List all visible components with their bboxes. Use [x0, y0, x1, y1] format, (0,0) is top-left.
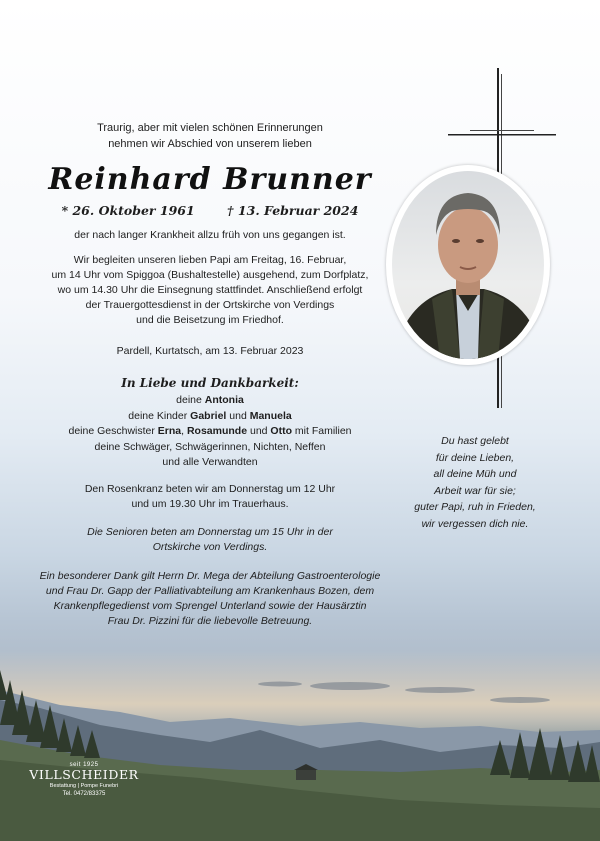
logo-subtitle: Bestattung | Pompe Funebri	[49, 783, 119, 789]
rosary-line: und um 19.30 Uhr im Trauerhaus.	[131, 498, 289, 510]
portrait-frame	[386, 165, 550, 365]
funeral-line: der Trauergottesdienst in der Ortskirche von Verdings	[85, 299, 335, 311]
logo-phone: Tel. 0472/83375	[62, 791, 106, 797]
thanks-line: Krankenpflegedienst vom Sprengel Unterland sowie der Hausärztin	[53, 600, 367, 612]
thanks-line: Frau Dr. Pizzini für die liebevolle Betreuung.	[107, 615, 313, 627]
portrait-photo	[392, 171, 544, 359]
family-line: deine Kinder Gabriel und Manuela	[128, 409, 292, 422]
place-date: Pardell, Kurtatsch, am 13. Februar 2023	[116, 345, 304, 357]
life-dates	[30, 203, 390, 218]
intro-line: Traurig, aber mit vielen schönen Erinnerungen	[97, 122, 323, 134]
birth-date: * 26. Oktober 1961	[61, 203, 195, 218]
rosary-line: Den Rosenkranz beten wir am Donnerstag um 12 Uhr	[84, 483, 336, 495]
poem-line: Arbeit war für sie;	[434, 484, 516, 497]
seniors-line: Ortskirche von Verdings.	[152, 541, 268, 553]
thanks-line: Ein besonderer Dank gilt Herrn Dr. Mega der Abteilung Gastroenterologie	[39, 570, 381, 582]
poem-line: all deine Müh und	[433, 468, 517, 480]
rosary-text	[30, 482, 390, 512]
intro-line: nehmen wir Abschied von unserem lieben	[108, 138, 312, 150]
funeral-line: Wir begleiten unseren lieben Papi am Freitag, 16. Februar,	[73, 254, 347, 266]
seniors-text	[30, 525, 390, 555]
thanks-line: und Frau Dr. Gapp der Palliativabteilung am Krankenhaus Bozen, dem	[45, 585, 375, 597]
logo-brand: VILLSCHEIDER	[29, 767, 139, 782]
seniors-line: Die Senioren beten am Donnerstag um 15 Uhr in der	[87, 526, 333, 538]
funeral-home-logo	[24, 762, 144, 797]
poem-line: Du hast gelebt	[441, 435, 509, 447]
deceased-name: Reinhard Brunner	[48, 162, 372, 197]
love-heading: In Liebe und Dankbarkeit:	[121, 376, 299, 390]
family-line: und alle Verwandten	[162, 456, 258, 468]
family-line: deine Antonia	[176, 394, 244, 406]
logo-since: seit 1925	[69, 762, 99, 768]
family-line: deine Schwäger, Schwägerinnen, Nichten, Neffen	[94, 440, 326, 453]
poem-line: für deine Lieben,	[435, 451, 515, 464]
death-date: † 13. Februar 2024	[227, 203, 359, 218]
family-line: deine Geschwister Erna, Rosamunde und Otto mit Familien	[68, 425, 352, 437]
family-list	[30, 393, 390, 471]
illness-text: der nach langer Krankheit allzu früh von uns gegangen ist.	[74, 229, 346, 241]
thanks-text	[30, 569, 390, 629]
poem-line: guter Papi, ruh in Frieden,	[414, 501, 536, 513]
poem	[400, 433, 550, 532]
intro-text	[30, 120, 390, 152]
funeral-line: wo um 14.30 Uhr die Einsegnung stattfindet. Anschließend erfolgt	[57, 284, 363, 296]
poem-line: wir vergessen dich nie.	[421, 517, 529, 530]
funeral-line: und die Beisetzung im Friedhof.	[136, 314, 284, 326]
funeral-text	[30, 253, 390, 328]
funeral-line: um 14 Uhr vom Spiggoa (Bushaltestelle) ausgehend, zum Dorfplatz,	[51, 269, 369, 281]
